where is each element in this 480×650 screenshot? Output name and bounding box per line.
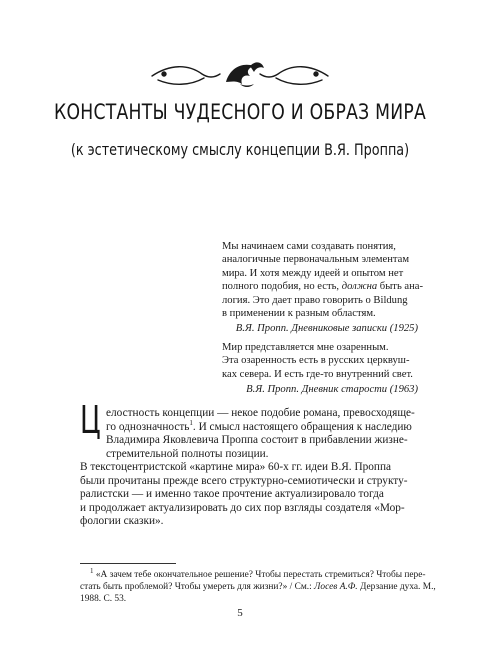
epigraph-line: Мы начинаем сами создавать понятия,: [222, 241, 396, 252]
body-line: [80, 418, 420, 435]
epigraph-line: мира. И хотя между идеей и опытом нет: [222, 267, 404, 279]
epigraph-emphasis: должна: [341, 281, 378, 293]
body-line: и продолжает актуализировать до сих пор взгляды создателя «Мор-: [80, 501, 405, 514]
body-line: стремительной полноты позиции.: [106, 447, 269, 460]
footnote-marker: 1: [90, 566, 94, 575]
epigraph-line: ках севера. И есть где-то внутренний свет.: [222, 368, 413, 380]
epigraph-source: В.Я. Пропп. Дневник старости (1963): [246, 384, 418, 396]
body-line: были прочитаны прежде всего структурно-семиотически и структу-: [80, 474, 408, 487]
dragon-ornament-icon: [150, 58, 330, 92]
epigraph-line: Эта озаренность есть в русских церквуш-: [222, 355, 410, 367]
drop-cap: Ц: [80, 398, 101, 442]
epigraph-text: быть ана-: [377, 281, 424, 293]
footnote-line: 1988. С. 53.: [80, 594, 127, 604]
epigraph-text: полного подобия, но есть,: [222, 281, 342, 293]
footnote-line: [80, 566, 426, 581]
footnote-divider: [80, 563, 176, 564]
epigraph-line: в применении к разным областям.: [222, 308, 376, 320]
chapter-title: КОНСТАНТЫ ЧУДЕСНОГО И ОБРАЗ МИРА: [53, 100, 427, 124]
body-text: . И смысл настоящего обращения к наследию: [192, 420, 412, 433]
footnote: [80, 566, 436, 605]
footnote-text: стать быть проблемой? Чтобы умереть для жизни?» / См.:: [80, 582, 315, 592]
body-line: Владимира Яковлевича Проппа состоит в прибавлении жизне-: [106, 434, 408, 446]
body-line: ралистски — и именно такое прочтение актуализировало тогда: [80, 488, 384, 500]
body-line: фологии сказки».: [80, 515, 164, 527]
body-line: елостность концепции — некое подобие романа, превосходяще-: [106, 407, 415, 419]
page-number: 5: [237, 607, 243, 619]
epigraph-1: [222, 240, 424, 336]
footnote-ref[interactable]: 1: [189, 418, 193, 427]
footnote-author: Лосев А.Ф.: [314, 582, 358, 592]
footnote-text: Дерзание духа. М.,: [357, 582, 436, 592]
epigraph-source: В.Я. Пропп. Дневниковые записки (1925): [235, 323, 418, 335]
footnote-text: «А зачем тебе окончательное решение? Чтобы перестать стремиться? Чтобы пере-: [93, 570, 426, 580]
body-text: го однозначность: [106, 420, 190, 433]
epigraph-2: [222, 341, 418, 397]
epigraph-line: аналогичные первоначальным элементам: [222, 254, 410, 266]
epigraph-line: [222, 280, 424, 293]
epigraph-line: Мир представляется мне озаренным.: [222, 342, 389, 353]
chapter-subtitle: (к эстетическому смыслу концепции В.Я. Проппа): [70, 140, 410, 159]
epigraph-line: логия. Это дает право говорить о Bildung: [222, 294, 408, 306]
body-line: В текстоцентристской «картине мира» 60-х гг. идеи В.Я. Проппа: [80, 461, 392, 473]
footnote-line: [80, 581, 436, 593]
body-paragraphs: [80, 407, 420, 529]
